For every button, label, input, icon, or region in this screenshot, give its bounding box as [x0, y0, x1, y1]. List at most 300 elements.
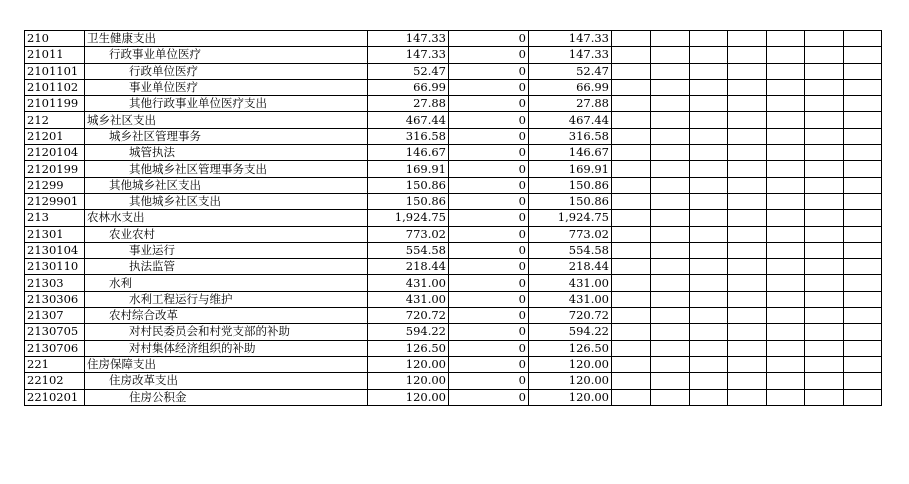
table-row: [25, 79, 882, 95]
empty-cell: [690, 373, 728, 389]
empty-cell: [767, 308, 805, 324]
code-cell: 2120104: [25, 145, 85, 161]
empty-cell: [690, 389, 728, 405]
item-name-cell: 城管执法: [85, 145, 368, 161]
table-row: [25, 242, 882, 258]
empty-cell: [728, 242, 767, 258]
empty-cell: [690, 275, 728, 291]
empty-cell: [651, 259, 690, 275]
total-cell: 147.33: [368, 31, 449, 47]
zero-cell: 0: [449, 324, 529, 340]
empty-cell: [844, 389, 882, 405]
empty-cell: [805, 79, 844, 95]
empty-cell: [612, 210, 651, 226]
empty-cell: [651, 210, 690, 226]
zero-cell: 0: [449, 193, 529, 209]
empty-cell: [844, 47, 882, 63]
total-cell: 52.47: [368, 63, 449, 79]
code-cell: 21011: [25, 47, 85, 63]
table-row: [25, 161, 882, 177]
empty-cell: [651, 226, 690, 242]
total-cell: 316.58: [368, 128, 449, 144]
empty-cell: [844, 145, 882, 161]
total-cell: 120.00: [368, 356, 449, 372]
zero-cell: 0: [449, 226, 529, 242]
item-name-cell: 对村民委员会和村党支部的补助: [85, 324, 368, 340]
empty-cell: [844, 291, 882, 307]
empty-cell: [805, 31, 844, 47]
table-row: [25, 112, 882, 128]
empty-cell: [728, 31, 767, 47]
zero-cell: 0: [449, 161, 529, 177]
code-cell: 2130306: [25, 291, 85, 307]
empty-cell: [690, 79, 728, 95]
empty-cell: [651, 291, 690, 307]
code-cell: 2120199: [25, 161, 85, 177]
empty-cell: [690, 31, 728, 47]
empty-cell: [805, 112, 844, 128]
code-cell: 2101102: [25, 79, 85, 95]
empty-cell: [612, 373, 651, 389]
empty-cell: [690, 145, 728, 161]
empty-cell: [690, 193, 728, 209]
empty-cell: [728, 96, 767, 112]
amount-cell: 120.00: [529, 389, 612, 405]
item-name-cell: 住房保障支出: [85, 356, 368, 372]
empty-cell: [612, 145, 651, 161]
empty-cell: [690, 63, 728, 79]
amount-cell: 1,924.75: [529, 210, 612, 226]
table-row: [25, 340, 882, 356]
empty-cell: [728, 79, 767, 95]
empty-cell: [651, 112, 690, 128]
empty-cell: [767, 47, 805, 63]
total-cell: 773.02: [368, 226, 449, 242]
empty-cell: [651, 356, 690, 372]
amount-cell: 150.86: [529, 177, 612, 193]
empty-cell: [612, 324, 651, 340]
amount-cell: 120.00: [529, 356, 612, 372]
code-cell: 212: [25, 112, 85, 128]
table-row: [25, 128, 882, 144]
table-row: [25, 193, 882, 209]
zero-cell: 0: [449, 291, 529, 307]
code-cell: 2130705: [25, 324, 85, 340]
empty-cell: [690, 112, 728, 128]
item-name-cell: 执法监管: [85, 259, 368, 275]
empty-cell: [728, 291, 767, 307]
zero-cell: 0: [449, 389, 529, 405]
empty-cell: [651, 340, 690, 356]
empty-cell: [844, 356, 882, 372]
empty-cell: [805, 373, 844, 389]
zero-cell: 0: [449, 308, 529, 324]
code-cell: 2130706: [25, 340, 85, 356]
empty-cell: [612, 63, 651, 79]
table-row: [25, 259, 882, 275]
total-cell: 150.86: [368, 193, 449, 209]
empty-cell: [690, 128, 728, 144]
code-cell: 21299: [25, 177, 85, 193]
item-name-cell: 其他行政事业单位医疗支出: [85, 96, 368, 112]
empty-cell: [612, 242, 651, 258]
amount-cell: 554.58: [529, 242, 612, 258]
empty-cell: [805, 177, 844, 193]
empty-cell: [690, 96, 728, 112]
code-cell: 213: [25, 210, 85, 226]
empty-cell: [651, 275, 690, 291]
empty-cell: [612, 291, 651, 307]
code-cell: 21303: [25, 275, 85, 291]
code-cell: 21307: [25, 308, 85, 324]
empty-cell: [728, 177, 767, 193]
code-cell: 22102: [25, 373, 85, 389]
empty-cell: [612, 275, 651, 291]
empty-cell: [844, 242, 882, 258]
item-name-cell: 农林水支出: [85, 210, 368, 226]
table-row: [25, 47, 882, 63]
empty-cell: [844, 63, 882, 79]
empty-cell: [767, 389, 805, 405]
empty-cell: [690, 291, 728, 307]
empty-cell: [690, 340, 728, 356]
empty-cell: [767, 373, 805, 389]
empty-cell: [844, 161, 882, 177]
table-row: [25, 324, 882, 340]
zero-cell: 0: [449, 79, 529, 95]
empty-cell: [651, 128, 690, 144]
empty-cell: [805, 324, 844, 340]
empty-cell: [728, 373, 767, 389]
budget-table: [24, 30, 882, 406]
empty-cell: [767, 193, 805, 209]
total-cell: 554.58: [368, 242, 449, 258]
empty-cell: [767, 242, 805, 258]
item-name-cell: 城乡社区支出: [85, 112, 368, 128]
empty-cell: [805, 47, 844, 63]
empty-cell: [728, 226, 767, 242]
empty-cell: [651, 193, 690, 209]
empty-cell: [690, 308, 728, 324]
total-cell: 120.00: [368, 389, 449, 405]
empty-cell: [805, 389, 844, 405]
empty-cell: [728, 47, 767, 63]
zero-cell: 0: [449, 63, 529, 79]
empty-cell: [612, 161, 651, 177]
empty-cell: [844, 128, 882, 144]
empty-cell: [805, 226, 844, 242]
empty-cell: [767, 145, 805, 161]
table-row: [25, 210, 882, 226]
zero-cell: 0: [449, 177, 529, 193]
code-cell: 2210201: [25, 389, 85, 405]
amount-cell: 720.72: [529, 308, 612, 324]
code-cell: 210: [25, 31, 85, 47]
amount-cell: 150.86: [529, 193, 612, 209]
total-cell: 594.22: [368, 324, 449, 340]
empty-cell: [612, 96, 651, 112]
empty-cell: [612, 389, 651, 405]
empty-cell: [805, 145, 844, 161]
empty-cell: [767, 210, 805, 226]
empty-cell: [844, 210, 882, 226]
empty-cell: [767, 96, 805, 112]
code-cell: 2101199: [25, 96, 85, 112]
empty-cell: [805, 128, 844, 144]
item-name-cell: 对村集体经济组织的补助: [85, 340, 368, 356]
empty-cell: [728, 308, 767, 324]
empty-cell: [805, 63, 844, 79]
total-cell: 66.99: [368, 79, 449, 95]
item-name-cell: 住房改革支出: [85, 373, 368, 389]
empty-cell: [844, 275, 882, 291]
total-cell: 146.67: [368, 145, 449, 161]
total-cell: 431.00: [368, 275, 449, 291]
empty-cell: [612, 308, 651, 324]
empty-cell: [844, 308, 882, 324]
item-name-cell: 事业单位医疗: [85, 79, 368, 95]
empty-cell: [844, 177, 882, 193]
amount-cell: 431.00: [529, 291, 612, 307]
empty-cell: [612, 226, 651, 242]
empty-cell: [612, 112, 651, 128]
empty-cell: [767, 340, 805, 356]
empty-cell: [767, 275, 805, 291]
empty-cell: [728, 112, 767, 128]
zero-cell: 0: [449, 340, 529, 356]
empty-cell: [805, 210, 844, 226]
empty-cell: [612, 47, 651, 63]
empty-cell: [728, 389, 767, 405]
empty-cell: [690, 242, 728, 258]
empty-cell: [805, 96, 844, 112]
empty-cell: [844, 340, 882, 356]
empty-cell: [844, 79, 882, 95]
code-cell: 2129901: [25, 193, 85, 209]
code-cell: 2101101: [25, 63, 85, 79]
empty-cell: [651, 161, 690, 177]
table-row: [25, 226, 882, 242]
code-cell: 21201: [25, 128, 85, 144]
total-cell: 126.50: [368, 340, 449, 356]
code-cell: 221: [25, 356, 85, 372]
zero-cell: 0: [449, 31, 529, 47]
item-name-cell: 卫生健康支出: [85, 31, 368, 47]
item-name-cell: 其他城乡社区支出: [85, 177, 368, 193]
empty-cell: [805, 340, 844, 356]
amount-cell: 52.47: [529, 63, 612, 79]
total-cell: 27.88: [368, 96, 449, 112]
item-name-cell: 行政事业单位医疗: [85, 47, 368, 63]
table-row: [25, 96, 882, 112]
amount-cell: 773.02: [529, 226, 612, 242]
empty-cell: [844, 112, 882, 128]
empty-cell: [612, 79, 651, 95]
amount-cell: 27.88: [529, 96, 612, 112]
empty-cell: [767, 128, 805, 144]
empty-cell: [612, 356, 651, 372]
empty-cell: [612, 128, 651, 144]
amount-cell: 431.00: [529, 275, 612, 291]
zero-cell: 0: [449, 96, 529, 112]
item-name-cell: 农业农村: [85, 226, 368, 242]
zero-cell: 0: [449, 356, 529, 372]
item-name-cell: 行政单位医疗: [85, 63, 368, 79]
empty-cell: [651, 63, 690, 79]
amount-cell: 316.58: [529, 128, 612, 144]
zero-cell: 0: [449, 259, 529, 275]
empty-cell: [690, 226, 728, 242]
empty-cell: [767, 226, 805, 242]
item-name-cell: 水利: [85, 275, 368, 291]
empty-cell: [805, 193, 844, 209]
amount-cell: 147.33: [529, 47, 612, 63]
code-cell: 2130104: [25, 242, 85, 258]
zero-cell: 0: [449, 275, 529, 291]
empty-cell: [651, 177, 690, 193]
zero-cell: 0: [449, 242, 529, 258]
empty-cell: [728, 356, 767, 372]
empty-cell: [690, 259, 728, 275]
empty-cell: [651, 31, 690, 47]
table-row: [25, 177, 882, 193]
item-name-cell: 农村综合改革: [85, 308, 368, 324]
table-row: [25, 389, 882, 405]
total-cell: 467.44: [368, 112, 449, 128]
total-cell: 720.72: [368, 308, 449, 324]
empty-cell: [651, 389, 690, 405]
amount-cell: 169.91: [529, 161, 612, 177]
empty-cell: [844, 96, 882, 112]
empty-cell: [651, 145, 690, 161]
amount-cell: 594.22: [529, 324, 612, 340]
empty-cell: [612, 340, 651, 356]
empty-cell: [767, 31, 805, 47]
empty-cell: [728, 63, 767, 79]
empty-cell: [728, 340, 767, 356]
item-name-cell: 其他城乡社区支出: [85, 193, 368, 209]
total-cell: 120.00: [368, 373, 449, 389]
empty-cell: [728, 259, 767, 275]
total-cell: 1,924.75: [368, 210, 449, 226]
empty-cell: [690, 177, 728, 193]
empty-cell: [728, 275, 767, 291]
table-row: [25, 31, 882, 47]
empty-cell: [690, 324, 728, 340]
zero-cell: 0: [449, 373, 529, 389]
zero-cell: 0: [449, 112, 529, 128]
zero-cell: 0: [449, 128, 529, 144]
empty-cell: [728, 324, 767, 340]
empty-cell: [805, 356, 844, 372]
empty-cell: [651, 47, 690, 63]
empty-cell: [690, 47, 728, 63]
empty-cell: [728, 161, 767, 177]
empty-cell: [651, 79, 690, 95]
total-cell: 218.44: [368, 259, 449, 275]
item-name-cell: 住房公积金: [85, 389, 368, 405]
empty-cell: [844, 193, 882, 209]
empty-cell: [651, 373, 690, 389]
table-row: [25, 275, 882, 291]
amount-cell: 66.99: [529, 79, 612, 95]
total-cell: 169.91: [368, 161, 449, 177]
empty-cell: [805, 308, 844, 324]
empty-cell: [728, 193, 767, 209]
empty-cell: [767, 79, 805, 95]
empty-cell: [690, 161, 728, 177]
empty-cell: [767, 112, 805, 128]
amount-cell: 126.50: [529, 340, 612, 356]
item-name-cell: 水利工程运行与维护: [85, 291, 368, 307]
empty-cell: [612, 259, 651, 275]
empty-cell: [844, 259, 882, 275]
empty-cell: [728, 128, 767, 144]
empty-cell: [767, 324, 805, 340]
table-row: [25, 291, 882, 307]
empty-cell: [844, 373, 882, 389]
item-name-cell: 其他城乡社区管理事务支出: [85, 161, 368, 177]
amount-cell: 467.44: [529, 112, 612, 128]
zero-cell: 0: [449, 210, 529, 226]
amount-cell: 147.33: [529, 31, 612, 47]
zero-cell: 0: [449, 145, 529, 161]
empty-cell: [805, 161, 844, 177]
empty-cell: [612, 31, 651, 47]
table-row: [25, 356, 882, 372]
empty-cell: [728, 210, 767, 226]
amount-cell: 146.67: [529, 145, 612, 161]
amount-cell: 218.44: [529, 259, 612, 275]
empty-cell: [844, 31, 882, 47]
empty-cell: [767, 291, 805, 307]
total-cell: 431.00: [368, 291, 449, 307]
empty-cell: [844, 324, 882, 340]
empty-cell: [612, 177, 651, 193]
empty-cell: [612, 193, 651, 209]
empty-cell: [728, 145, 767, 161]
empty-cell: [767, 161, 805, 177]
empty-cell: [651, 308, 690, 324]
empty-cell: [805, 259, 844, 275]
total-cell: 147.33: [368, 47, 449, 63]
empty-cell: [690, 210, 728, 226]
total-cell: 150.86: [368, 177, 449, 193]
empty-cell: [767, 177, 805, 193]
empty-cell: [767, 259, 805, 275]
table-row: [25, 373, 882, 389]
table-row: [25, 308, 882, 324]
empty-cell: [651, 324, 690, 340]
code-cell: 2130110: [25, 259, 85, 275]
empty-cell: [844, 226, 882, 242]
empty-cell: [690, 356, 728, 372]
empty-cell: [767, 356, 805, 372]
amount-cell: 120.00: [529, 373, 612, 389]
empty-cell: [805, 275, 844, 291]
empty-cell: [651, 96, 690, 112]
empty-cell: [805, 291, 844, 307]
empty-cell: [767, 63, 805, 79]
table-row: [25, 145, 882, 161]
table-row: [25, 63, 882, 79]
item-name-cell: 事业运行: [85, 242, 368, 258]
item-name-cell: 城乡社区管理事务: [85, 128, 368, 144]
empty-cell: [805, 242, 844, 258]
code-cell: 21301: [25, 226, 85, 242]
empty-cell: [651, 242, 690, 258]
zero-cell: 0: [449, 47, 529, 63]
